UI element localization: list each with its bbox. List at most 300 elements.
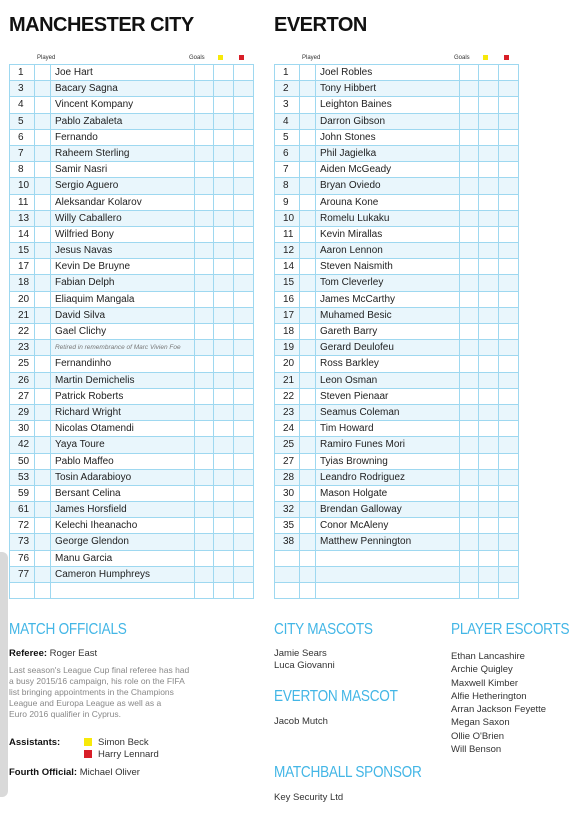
goals-cell [195, 211, 213, 226]
table-row [275, 405, 518, 421]
player-number: 17 [10, 259, 35, 274]
red-cards-cell [234, 324, 253, 339]
red-cards-cell [234, 551, 253, 566]
player-number: 21 [10, 308, 35, 323]
player-number: 7 [10, 146, 35, 161]
player-number: 27 [275, 454, 300, 469]
player-number: 59 [10, 486, 35, 501]
escort-name: Will Benson [451, 744, 502, 756]
played-cell [300, 454, 316, 469]
fourth-official-label: Fourth Official: [9, 767, 78, 778]
yellow-cards-cell [479, 551, 499, 566]
player-number: 26 [10, 373, 35, 388]
goals-cell [460, 389, 478, 404]
goals-cell [195, 146, 213, 161]
officials-title: MATCH OFFICIALS [9, 621, 127, 638]
red-cards-cell [499, 114, 518, 129]
yellow-cards-cell [479, 292, 499, 307]
table-row [275, 437, 518, 453]
yellow-cards-cell [479, 534, 499, 549]
red-cards-cell [499, 275, 518, 290]
player-number: 14 [10, 227, 35, 242]
table-row [10, 389, 253, 405]
yellow-cards-cell [214, 178, 234, 193]
goals-cell [460, 275, 478, 290]
goals-cell [460, 373, 478, 388]
assistant-name: Simon Beck [98, 737, 149, 748]
side-scroll-handle[interactable] [0, 552, 8, 797]
yellow-cards-cell [479, 97, 499, 112]
yellow-cards-cell [479, 227, 499, 242]
goals-cell [460, 567, 478, 582]
table-row [10, 275, 253, 291]
goals-cell [195, 178, 213, 193]
table-row [275, 114, 518, 130]
player-number: 8 [10, 162, 35, 177]
player-number: 35 [275, 518, 300, 533]
played-cell [35, 405, 51, 420]
table-row [10, 146, 253, 162]
red-cards-cell [499, 97, 518, 112]
player-name: Matthew Pennington [316, 534, 460, 549]
yellow-cards-cell [479, 340, 499, 355]
red-cards-cell [234, 178, 253, 193]
player-name [316, 567, 460, 582]
goals-cell [460, 356, 478, 371]
red-cards-cell [234, 211, 253, 226]
played-cell [35, 470, 51, 485]
table-row [275, 470, 518, 486]
player-name: Conor McAleny [316, 518, 460, 533]
player-number [10, 583, 35, 598]
assistant-1 [84, 737, 149, 749]
red-cards-cell [499, 583, 518, 598]
goals-cell [460, 146, 478, 161]
bio-line: League and Europa League as well as a [9, 698, 162, 708]
table-row [10, 227, 253, 243]
goals-cell [460, 324, 478, 339]
yellow-cards-cell [479, 421, 499, 436]
red-cards-cell [234, 454, 253, 469]
table-row [10, 534, 253, 550]
player-name: Joe Hart [51, 65, 195, 80]
squad-rows [274, 64, 519, 599]
goals-cell [460, 421, 478, 436]
yellow-cards-cell [214, 502, 234, 517]
table-row [10, 502, 253, 518]
played-cell [300, 65, 316, 80]
table-row [10, 470, 253, 486]
player-number: 12 [275, 243, 300, 258]
yellow-cards-cell [214, 308, 234, 323]
goals-cell [460, 65, 478, 80]
table-row [10, 65, 253, 81]
played-cell [35, 162, 51, 177]
yellow-cards-cell [479, 518, 499, 533]
table-row [10, 292, 253, 308]
player-number [275, 567, 300, 582]
player-name: Tosin Adarabioyo [51, 470, 195, 485]
yellow-cards-cell [479, 114, 499, 129]
player-name: Pablo Maffeo [51, 454, 195, 469]
table-row [275, 178, 518, 194]
player-name: Bersant Celina [51, 486, 195, 501]
referee-bio [9, 665, 189, 720]
played-cell [300, 437, 316, 452]
everton-squad-table [274, 52, 519, 599]
red-cards-cell [499, 389, 518, 404]
red-cards-cell [234, 583, 253, 598]
city-mascots-title: CITY MASCOTS [274, 621, 373, 638]
goals-cell [460, 259, 478, 274]
player-name: Willy Caballero [51, 211, 195, 226]
yellow-card-icon [483, 55, 488, 62]
table-row [275, 162, 518, 178]
red-cards-cell [234, 437, 253, 452]
red-cards-cell [234, 502, 253, 517]
goals-cell [195, 405, 213, 420]
player-name: Kelechi Iheanacho [51, 518, 195, 533]
yellow-cards-cell [479, 405, 499, 420]
yellow-cards-cell [479, 211, 499, 226]
escort-name: Maxwell Kimber [451, 677, 519, 689]
played-cell [35, 356, 51, 371]
red-cards-cell [499, 454, 518, 469]
player-number: 6 [10, 130, 35, 145]
player-number: 24 [275, 421, 300, 436]
red-cards-cell [234, 373, 253, 388]
played-cell [300, 130, 316, 145]
player-number: 2 [275, 81, 300, 96]
player-name: Kevin De Bruyne [51, 259, 195, 274]
player-name: Brendan Galloway [316, 502, 460, 517]
player-number: 20 [275, 356, 300, 371]
played-cell [35, 227, 51, 242]
played-cell [300, 583, 316, 598]
player-number: 18 [275, 324, 300, 339]
table-row [275, 130, 518, 146]
player-name: John Stones [316, 130, 460, 145]
table-row [275, 373, 518, 389]
red-cards-cell [234, 259, 253, 274]
escort-name: Ethan Lancashire [451, 651, 525, 662]
played-cell [300, 292, 316, 307]
played-cell [300, 470, 316, 485]
table-row [10, 324, 253, 340]
player-number [275, 551, 300, 566]
played-cell [300, 162, 316, 177]
yellow-cards-cell [214, 65, 234, 80]
goals-cell [195, 583, 213, 598]
played-cell [300, 518, 316, 533]
player-number: 11 [10, 195, 35, 210]
red-cards-cell [499, 162, 518, 177]
player-name: Fernando [51, 130, 195, 145]
goals-cell [460, 292, 478, 307]
red-cards-cell [499, 227, 518, 242]
played-cell [300, 486, 316, 501]
played-cell [300, 275, 316, 290]
table-row [10, 162, 253, 178]
red-cards-cell [234, 292, 253, 307]
player-number: 11 [275, 227, 300, 242]
played-cell [35, 486, 51, 501]
played-cell [300, 405, 316, 420]
table-row [10, 243, 253, 259]
yellow-cards-cell [214, 146, 234, 161]
player-name: Richard Wright [51, 405, 195, 420]
goals-cell [460, 243, 478, 258]
yellow-cards-cell [479, 470, 499, 485]
played-cell [300, 551, 316, 566]
everton-mascot-title: EVERTON MASCOT [274, 688, 398, 705]
assistant-2 [84, 749, 159, 761]
table-row [275, 389, 518, 405]
player-number [275, 583, 300, 598]
player-number: 23 [275, 405, 300, 420]
goals-cell [195, 502, 213, 517]
player-number: 53 [10, 470, 35, 485]
goals-cell [195, 534, 213, 549]
red-cards-cell [499, 81, 518, 96]
table-row [275, 583, 518, 599]
red-cards-cell [234, 227, 253, 242]
played-cell [300, 373, 316, 388]
yellow-cards-cell [214, 486, 234, 501]
goals-cell [460, 454, 478, 469]
played-cell [300, 421, 316, 436]
table-row [10, 405, 253, 421]
escorts-title: PLAYER ESCORTS [451, 621, 570, 638]
escort-name: Ollie O'Brien [451, 730, 505, 742]
player-name: Retired in remembrance of Marc Vivien Foe [51, 340, 195, 355]
goals-cell [195, 470, 213, 485]
red-cards-cell [499, 259, 518, 274]
player-number: 5 [275, 130, 300, 145]
table-row [275, 259, 518, 275]
city-mascots-list [274, 648, 335, 672]
player-number: 28 [275, 470, 300, 485]
player-name: Darron Gibson [316, 114, 460, 129]
yellow-cards-cell [214, 97, 234, 112]
red-cards-cell [499, 518, 518, 533]
goals-header: Goals [454, 55, 470, 61]
player-name [51, 583, 195, 598]
player-number: 22 [275, 389, 300, 404]
yellow-cards-cell [479, 130, 499, 145]
yellow-cards-cell [479, 356, 499, 371]
red-cards-cell [499, 373, 518, 388]
yellow-cards-cell [479, 195, 499, 210]
played-cell [35, 195, 51, 210]
goals-cell [195, 292, 213, 307]
player-number: 77 [10, 567, 35, 582]
yellow-cards-cell [479, 146, 499, 161]
city-title: MANCHESTER CITY [9, 14, 194, 36]
played-cell [35, 81, 51, 96]
table-row [10, 454, 253, 470]
table-row [10, 178, 253, 194]
table-row [10, 81, 253, 97]
goals-cell [460, 308, 478, 323]
squad-header [274, 52, 519, 64]
played-cell [35, 292, 51, 307]
goals-cell [460, 437, 478, 452]
played-header: Played [37, 55, 56, 61]
red-cards-cell [234, 81, 253, 96]
player-number: 23 [10, 340, 35, 355]
played-cell [35, 502, 51, 517]
player-number: 1 [275, 65, 300, 80]
goals-cell [460, 518, 478, 533]
goals-cell [195, 195, 213, 210]
table-row [10, 373, 253, 389]
goals-cell [460, 486, 478, 501]
goals-cell [460, 551, 478, 566]
yellow-cards-cell [479, 81, 499, 96]
player-name [316, 583, 460, 598]
yellow-cards-cell [214, 405, 234, 420]
goals-cell [195, 162, 213, 177]
referee-line [9, 648, 97, 660]
table-row [10, 259, 253, 275]
player-name: Aaron Lennon [316, 243, 460, 258]
table-row [275, 518, 518, 534]
yellow-cards-cell [214, 437, 234, 452]
table-row [275, 211, 518, 227]
player-number: 21 [275, 373, 300, 388]
played-cell [300, 502, 316, 517]
table-row [10, 308, 253, 324]
player-number: 72 [10, 518, 35, 533]
goals-cell [460, 227, 478, 242]
everton-title: EVERTON [274, 14, 367, 36]
goals-cell [460, 583, 478, 598]
player-name: Leighton Baines [316, 97, 460, 112]
table-row [275, 243, 518, 259]
player-name: Cameron Humphreys [51, 567, 195, 582]
red-cards-cell [499, 534, 518, 549]
played-cell [35, 211, 51, 226]
red-cards-cell [499, 421, 518, 436]
yellow-cards-cell [479, 373, 499, 388]
yellow-cards-cell [479, 178, 499, 193]
player-number: 15 [275, 275, 300, 290]
player-name: Gael Clichy [51, 324, 195, 339]
player-name: Steven Naismith [316, 259, 460, 274]
player-number: 61 [10, 502, 35, 517]
played-cell [35, 130, 51, 145]
yellow-cards-cell [479, 65, 499, 80]
played-cell [300, 97, 316, 112]
player-name: Aiden McGeady [316, 162, 460, 177]
played-cell [35, 340, 51, 355]
red-cards-cell [234, 421, 253, 436]
yellow-cards-cell [479, 259, 499, 274]
yellow-cards-cell [479, 275, 499, 290]
goals-cell [195, 518, 213, 533]
player-number: 18 [10, 275, 35, 290]
goals-cell [195, 243, 213, 258]
player-name: Samir Nasri [51, 162, 195, 177]
player-name: Kevin Mirallas [316, 227, 460, 242]
table-row [10, 114, 253, 130]
played-cell [300, 114, 316, 129]
player-number: 3 [10, 81, 35, 96]
player-name: James Horsfield [51, 502, 195, 517]
sponsor-title: MATCHBALL SPONSOR [274, 764, 422, 781]
yellow-cards-cell [214, 340, 234, 355]
yellow-cards-cell [479, 308, 499, 323]
goals-cell [460, 502, 478, 517]
yellow-flag-icon [84, 738, 92, 746]
squad-header [9, 52, 254, 64]
red-cards-cell [499, 486, 518, 501]
escort-name: Arran Jackson Feyette [451, 704, 547, 716]
red-card-icon [239, 55, 244, 62]
player-name: Aleksandar Kolarov [51, 195, 195, 210]
player-name: Martin Demichelis [51, 373, 195, 388]
played-cell [35, 324, 51, 339]
player-name: Sergio Aguero [51, 178, 195, 193]
played-cell [300, 227, 316, 242]
yellow-cards-cell [479, 389, 499, 404]
player-number: 76 [10, 551, 35, 566]
red-cards-cell [499, 243, 518, 258]
player-number: 32 [275, 502, 300, 517]
table-row [10, 583, 253, 599]
goals-cell [195, 437, 213, 452]
yellow-cards-cell [214, 454, 234, 469]
table-row [10, 356, 253, 372]
played-cell [35, 97, 51, 112]
red-cards-cell [499, 356, 518, 371]
table-row [275, 340, 518, 356]
yellow-cards-cell [479, 162, 499, 177]
table-row [275, 65, 518, 81]
table-row [10, 340, 253, 356]
table-row [275, 421, 518, 437]
yellow-cards-cell [214, 518, 234, 533]
table-row [275, 81, 518, 97]
played-cell [300, 195, 316, 210]
red-cards-cell [234, 195, 253, 210]
red-cards-cell [499, 567, 518, 582]
yellow-cards-cell [479, 567, 499, 582]
player-number: 50 [10, 454, 35, 469]
assistant-name: Harry Lennard [98, 749, 159, 760]
red-cards-cell [234, 567, 253, 582]
red-cards-cell [499, 340, 518, 355]
player-number: 25 [275, 437, 300, 452]
red-cards-cell [234, 534, 253, 549]
player-number: 10 [10, 178, 35, 193]
player-number: 27 [10, 389, 35, 404]
yellow-cards-cell [479, 486, 499, 501]
goals-cell [195, 275, 213, 290]
goals-cell [195, 567, 213, 582]
player-number: 13 [10, 211, 35, 226]
player-number: 30 [275, 486, 300, 501]
played-cell [300, 340, 316, 355]
yellow-cards-cell [214, 162, 234, 177]
table-row [10, 421, 253, 437]
table-row [275, 97, 518, 113]
yellow-cards-cell [214, 275, 234, 290]
red-cards-cell [499, 130, 518, 145]
bio-line: a busy 2015/16 campaign, his role on the FIFA [9, 676, 185, 686]
player-number: 9 [275, 195, 300, 210]
